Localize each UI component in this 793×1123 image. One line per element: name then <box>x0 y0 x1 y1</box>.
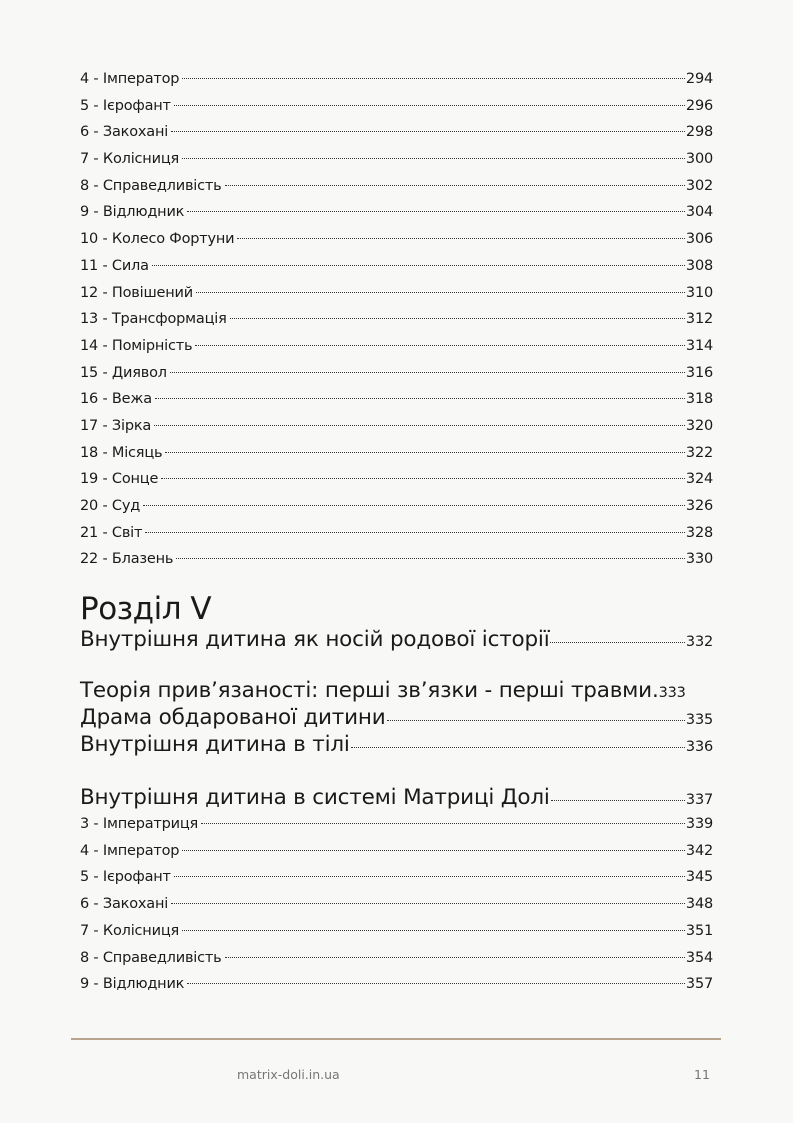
toc-entry-page: 345 <box>685 869 713 886</box>
toc-heading[interactable] <box>80 677 713 704</box>
toc-entry-label: 18 - Місяць <box>80 444 163 461</box>
footer-divider <box>71 1038 721 1040</box>
leader-dots <box>182 158 685 159</box>
leader-dots <box>201 823 685 824</box>
toc-heading-page: 337 <box>685 792 713 809</box>
toc-entry[interactable] <box>80 226 713 253</box>
toc-entry-label: 9 - Відлюдник <box>80 976 185 993</box>
leader-dots <box>154 425 685 426</box>
toc-entry[interactable] <box>80 253 713 280</box>
toc-entry[interactable] <box>80 386 713 413</box>
toc-entry-label: 5 - Ієрофант <box>80 97 171 114</box>
toc-entry-label: 6 - Закохані <box>80 124 169 141</box>
toc-heading[interactable] <box>80 731 713 758</box>
toc-entry-page: 314 <box>685 337 713 354</box>
toc-entry-label: 14 - Помірність <box>80 337 193 354</box>
toc-entry-label: 10 - Колесо Фортуни <box>80 231 235 248</box>
section-title: Розділ V <box>80 591 212 628</box>
toc-entry[interactable] <box>80 413 713 440</box>
toc-entry[interactable] <box>80 280 713 307</box>
leader-dots <box>187 211 685 212</box>
toc-entry-page: 310 <box>685 284 713 301</box>
toc-heading[interactable] <box>80 784 713 811</box>
toc-entry[interactable] <box>80 520 713 547</box>
toc-entry[interactable] <box>80 173 713 200</box>
toc-entry-page: 322 <box>685 444 713 461</box>
toc-entry-label: 5 - Ієрофант <box>80 869 171 886</box>
toc-heading-page: 336 <box>685 739 713 756</box>
toc-entry[interactable] <box>80 199 713 226</box>
toc-entry[interactable] <box>80 66 713 93</box>
toc-entry-label: 8 - Справедливість <box>80 949 222 966</box>
leader-dots <box>225 185 685 186</box>
toc-entry-page: 296 <box>685 97 713 114</box>
toc-entry-page: 304 <box>685 204 713 221</box>
leader-dots <box>171 131 685 132</box>
toc-entry[interactable] <box>80 119 713 146</box>
toc-entry-page: 294 <box>685 71 713 87</box>
leader-dots <box>551 800 685 801</box>
toc-list-part1 <box>80 66 713 573</box>
toc-entry-label: 11 - Сила <box>80 257 149 274</box>
toc-entry[interactable] <box>80 838 713 865</box>
toc-heading-label: Внутрішня дитина в системі Матриці Долі <box>80 785 550 811</box>
toc-heading[interactable] <box>80 626 713 653</box>
toc-entry[interactable] <box>80 466 713 493</box>
toc-entry-page: 326 <box>685 498 713 514</box>
toc-entry-page: 320 <box>685 417 713 434</box>
toc-entry[interactable] <box>80 360 713 387</box>
leader-dots <box>225 957 685 958</box>
toc-entry-page: 302 <box>685 177 713 194</box>
leader-dots <box>176 558 685 559</box>
toc-entry-label: 7 - Колісниця <box>80 922 180 939</box>
toc-entry-page: 306 <box>685 231 713 248</box>
footer-page-number: 11 <box>694 1067 710 1082</box>
toc-entry[interactable] <box>80 945 713 972</box>
table-of-contents <box>80 66 713 998</box>
toc-entry[interactable] <box>80 546 713 573</box>
toc-entry-label: 17 - Зірка <box>80 417 152 434</box>
leader-dots <box>182 930 685 931</box>
toc-entry-page: 324 <box>685 471 713 488</box>
toc-entry-page: 354 <box>685 949 713 966</box>
toc-entry-page: 298 <box>685 124 713 141</box>
leader-dots <box>171 903 685 904</box>
leader-dots <box>230 318 685 319</box>
toc-heading[interactable] <box>80 704 713 731</box>
toc-entry[interactable] <box>80 440 713 467</box>
leader-dots <box>182 850 685 851</box>
toc-entry-page: 351 <box>685 922 713 939</box>
toc-heading-page: 335 <box>685 712 713 729</box>
toc-heading-page: 333 <box>658 685 686 702</box>
leader-dots <box>387 720 685 721</box>
toc-entry[interactable] <box>80 811 713 838</box>
toc-entry-label: 13 - Трансформація <box>80 311 227 328</box>
toc-entry-label: 3 - Імператриця <box>80 816 199 833</box>
toc-entry-label: 4 - Імператор <box>80 71 180 87</box>
toc-entry-label: 20 - Суд <box>80 498 141 514</box>
leader-dots <box>195 345 685 346</box>
toc-entry-page: 342 <box>685 842 713 859</box>
toc-entry[interactable] <box>80 333 713 360</box>
toc-entry-page: 348 <box>685 896 713 913</box>
toc-entry-label: 6 - Закохані <box>80 896 169 913</box>
toc-entry-page: 308 <box>685 257 713 274</box>
leader-dots <box>143 505 685 506</box>
leader-dots <box>155 398 685 399</box>
toc-entry-page: 330 <box>685 551 713 568</box>
toc-entry-label: 7 - Колісниця <box>80 151 180 168</box>
toc-heading-page: 332 <box>685 634 713 651</box>
toc-entry-page: 312 <box>685 311 713 328</box>
leader-dots <box>152 265 685 266</box>
toc-entry[interactable] <box>80 891 713 918</box>
toc-entry[interactable] <box>80 146 713 173</box>
leader-dots <box>550 642 684 643</box>
toc-entry-page: 328 <box>685 524 713 541</box>
toc-entry-page: 339 <box>685 816 713 833</box>
leader-dots <box>161 478 685 479</box>
toc-entry-page: 318 <box>685 391 713 408</box>
toc-entry-label: 4 - Імператор <box>80 842 180 859</box>
toc-entry[interactable] <box>80 864 713 891</box>
leader-dots <box>187 983 685 984</box>
toc-entry-page: 316 <box>685 364 713 381</box>
toc-entry-label: 21 - Світ <box>80 524 143 541</box>
toc-entry[interactable] <box>80 493 713 520</box>
toc-entry-page: 300 <box>685 151 713 168</box>
toc-entry[interactable] <box>80 918 713 945</box>
leader-dots <box>237 238 685 239</box>
leader-dots <box>182 78 685 79</box>
toc-entry-label: 16 - Вежа <box>80 391 152 408</box>
toc-heading-label: Теорія прив’язаності: перші зв’язки - перші травми. <box>80 678 659 704</box>
footer-website: matrix-doli.in.ua <box>237 1067 340 1082</box>
toc-entry-label: 15 - Диявол <box>80 364 167 381</box>
toc-entry-page: 357 <box>685 976 713 993</box>
toc-entry-label: 19 - Сонце <box>80 471 159 488</box>
leader-dots <box>351 747 685 748</box>
leader-dots <box>174 105 685 106</box>
toc-entry-label: 9 - Відлюдник <box>80 204 185 221</box>
toc-heading-label: Драма обдарованої дитини <box>80 705 386 731</box>
toc-heading-label: Внутрішня дитина в тілі <box>80 732 350 758</box>
toc-list-part2 <box>80 811 713 998</box>
spacer <box>80 653 713 677</box>
toc-entry[interactable] <box>80 971 713 998</box>
spacer <box>80 758 713 784</box>
leader-dots <box>174 876 685 877</box>
toc-heading-label: Внутрішня дитина як носій родової історії <box>80 627 550 653</box>
leader-dots <box>170 372 685 373</box>
leader-dots <box>165 452 685 453</box>
toc-entry-label: 22 - Блазень <box>80 551 174 568</box>
toc-entry[interactable] <box>80 306 713 333</box>
toc-entry-label: 12 - Повішений <box>80 284 193 301</box>
toc-entry-label: 8 - Справедливість <box>80 177 222 194</box>
toc-entry[interactable] <box>80 93 713 120</box>
leader-dots <box>196 292 685 293</box>
leader-dots <box>145 532 685 533</box>
